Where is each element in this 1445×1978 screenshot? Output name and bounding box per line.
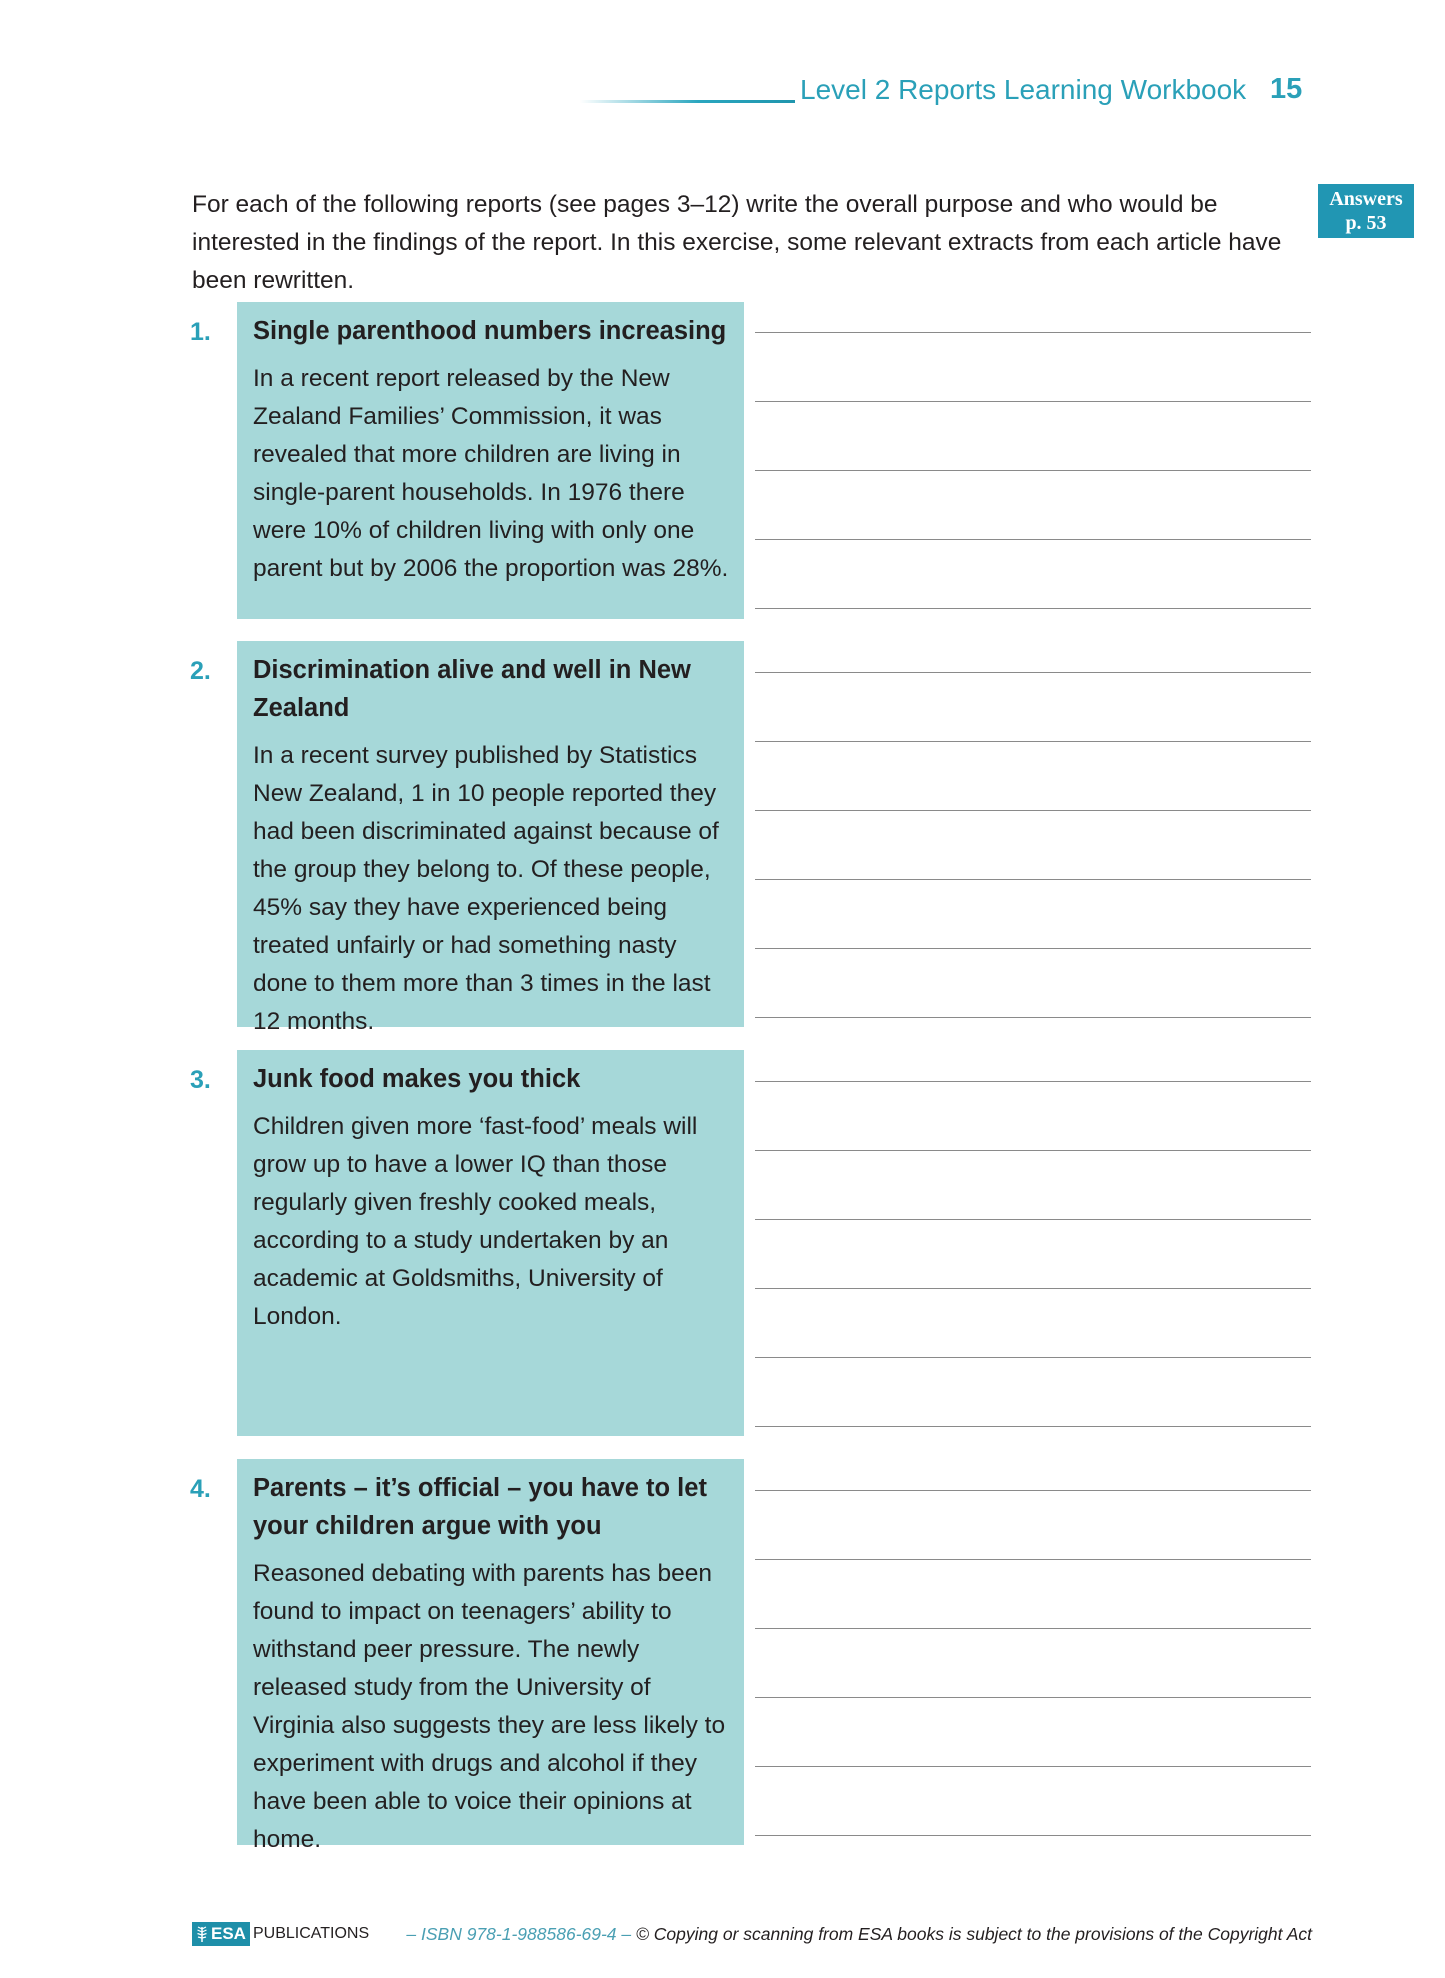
- answers-badge[interactable]: [1318, 184, 1414, 238]
- answer-line[interactable]: [755, 401, 1311, 402]
- esa-logo-mark: [192, 1922, 250, 1946]
- answer-line[interactable]: [755, 1835, 1311, 1836]
- report-body-3: Children given more ‘fast-food’ meals will grow up to have a lower IQ than those regularly given freshly cooked meals, according to a study undertaken by an academic at Goldsmiths, University of London.: [253, 1113, 698, 1330]
- answer-line[interactable]: [755, 948, 1311, 949]
- report-title-1: Single parenthood numbers increasing: [253, 317, 727, 345]
- answer-line[interactable]: [755, 1288, 1311, 1289]
- report-extract-3: [237, 1050, 744, 1436]
- answer-line[interactable]: [755, 1559, 1311, 1560]
- footer-copyright-line: [406, 1924, 1312, 1945]
- report-extract-2: [237, 641, 744, 1035]
- logo-publications-text: PUBLICATIONS: [252, 1925, 370, 1942]
- report-title-4: Parents – it’s official – you have to let your children argue with you: [253, 1474, 707, 1540]
- esa-publications-logo: [192, 1922, 369, 1946]
- report-extract-1: [237, 302, 744, 619]
- isbn: ISBN 978-1-988586-69-4: [421, 1924, 617, 1944]
- answer-line[interactable]: [755, 879, 1311, 880]
- report-title-3: Junk food makes you thick: [253, 1065, 581, 1093]
- footer-separator: –: [406, 1924, 417, 1944]
- question-number-2: 2.: [190, 657, 211, 685]
- answer-line[interactable]: [755, 608, 1311, 609]
- answer-line[interactable]: [755, 1697, 1311, 1698]
- question-number-3: 3.: [190, 1066, 211, 1094]
- report-body-2: In a recent survey published by Statistics New Zealand, 1 in 10 people reported they had been discriminated against because of the group they belong to. Of these people, 45% say they have experienced being treated unfairly or had something nasty done to them more than 3 times in the last 12 months.: [253, 742, 719, 1035]
- instructions: For each of the following reports (see pages 3–12) write the overall purpose and who would be interested in the findings of the report. In this exercise, some relevant extracts from each article have been rewritten.: [192, 191, 1282, 294]
- footer: [192, 1920, 1312, 1950]
- answer-line[interactable]: [755, 332, 1311, 333]
- question-number-1: 1.: [190, 318, 211, 346]
- answer-line[interactable]: [755, 672, 1311, 673]
- answers-badge-label: Answers: [1329, 188, 1403, 210]
- answer-line[interactable]: [755, 741, 1311, 742]
- footer-separator: –: [621, 1924, 632, 1944]
- answer-line[interactable]: [755, 810, 1311, 811]
- answer-line[interactable]: [755, 1017, 1311, 1018]
- report-body-1: In a recent report released by the New Zealand Families’ Commission, it was revealed that more children are living in single-parent households. In 1976 there were 10% of children living with only one parent but by 2006 the proportion was 28%.: [253, 365, 729, 582]
- answer-line[interactable]: [755, 539, 1311, 540]
- header-rule: [580, 100, 795, 103]
- report-extract-4: [237, 1459, 744, 1853]
- report-body-4: Reasoned debating with parents has been found to impact on teenagers’ ability to withstand peer pressure. The newly released study from the University of Virginia also suggests they are less likely to experiment with drugs and alcohol if they have been able to voice their opinions at home.: [253, 1560, 726, 1853]
- fern-icon: [196, 1925, 208, 1943]
- page-number: 15: [1270, 73, 1303, 105]
- answers-badge-page: p. 53: [1345, 212, 1387, 234]
- question-number-4: 4.: [190, 1475, 211, 1503]
- answer-line[interactable]: [755, 470, 1311, 471]
- answer-line[interactable]: [755, 1081, 1311, 1082]
- workbook-title: Level 2 Reports Learning Workbook: [800, 74, 1247, 105]
- report-title-2: Discrimination alive and well in New Zealand: [253, 656, 691, 722]
- logo-esa-text: ESA: [211, 1924, 246, 1943]
- answer-line[interactable]: [755, 1150, 1311, 1151]
- answer-line[interactable]: [755, 1766, 1311, 1767]
- answer-line[interactable]: [755, 1426, 1311, 1427]
- answer-line[interactable]: [755, 1490, 1311, 1491]
- answer-line[interactable]: [755, 1219, 1311, 1220]
- answer-line[interactable]: [755, 1357, 1311, 1358]
- copyright-notice: © Copying or scanning from ESA books is subject to the provisions of the Copyright Act: [636, 1924, 1312, 1944]
- answer-line[interactable]: [755, 1628, 1311, 1629]
